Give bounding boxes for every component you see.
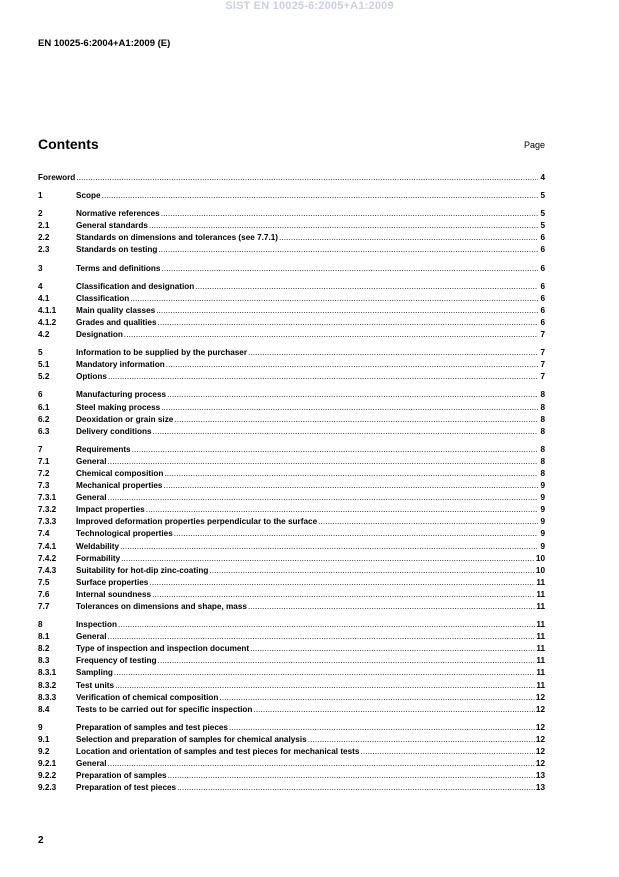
- toc-entry-page: 8: [540, 402, 545, 412]
- toc-entry[interactable]: [38, 172, 545, 184]
- toc-entry-number: 8.3.1: [38, 668, 57, 678]
- toc-entry-number: 8.1: [38, 632, 50, 642]
- toc-entry[interactable]: [38, 232, 545, 244]
- toc-entry-page: 13: [535, 783, 545, 793]
- toc-entry[interactable]: [38, 692, 545, 704]
- toc-entry-number: 6.3: [38, 426, 50, 436]
- toc-entry-title: Surface properties: [76, 577, 149, 587]
- toc-entry-number: 7.4.3: [38, 565, 57, 575]
- toc-entry-page: 11: [536, 620, 545, 630]
- toc-dot-leader: [121, 553, 535, 565]
- toc-entry-title: Location and orientation of samples and test pieces for mechanical tests: [76, 747, 360, 757]
- toc-entry-page: 7: [540, 360, 545, 370]
- toc-entry-page: 8: [540, 414, 545, 424]
- toc-entry-title: Mandatory information: [76, 360, 165, 370]
- toc-entry-page: 7: [540, 330, 545, 340]
- toc-entry-page: 11: [536, 602, 545, 611]
- toc-entry-page: 12: [535, 692, 545, 702]
- toc-dot-leader: [108, 492, 539, 504]
- toc-dot-leader: [153, 426, 538, 438]
- toc-entry[interactable]: [38, 746, 545, 758]
- toc-entry-page: 7: [540, 348, 545, 358]
- toc-entry[interactable]: [38, 504, 545, 516]
- toc-dot-leader: [115, 680, 535, 692]
- toc-entry-page: 9: [540, 481, 545, 491]
- toc-dot-leader: [174, 414, 538, 426]
- toc-dot-leader: [174, 528, 538, 540]
- toc-entry-page: 6: [540, 305, 545, 315]
- toc-entry[interactable]: [38, 389, 545, 401]
- toc-dot-leader: [108, 456, 539, 468]
- toc-entry-title: Preparation of samples: [76, 771, 167, 781]
- toc-entry-title: Mechanical properties: [76, 481, 163, 491]
- toc-entry-number: 9.1: [38, 734, 50, 744]
- toc-entry-number: 6.1: [38, 402, 50, 412]
- toc-entry[interactable]: [38, 722, 545, 734]
- toc-entry-number: 4.1.1: [38, 305, 57, 315]
- page-number: 2: [38, 835, 44, 846]
- toc-entry-number: 5.1: [38, 360, 50, 370]
- toc-entry-page: 5: [540, 221, 545, 231]
- toc-entry-title: Grades and qualities: [76, 317, 157, 327]
- toc-dot-leader: [108, 371, 538, 383]
- toc-entry-title: Weldability: [76, 541, 120, 551]
- toc-entry-number: 7: [38, 444, 43, 454]
- toc-entry[interactable]: [38, 667, 545, 679]
- toc-dot-leader: [360, 746, 534, 758]
- toc-entry-number: 2: [38, 209, 43, 219]
- toc-entry-number: 6: [38, 390, 43, 400]
- toc-entry[interactable]: [38, 680, 545, 692]
- toc-entry[interactable]: [38, 244, 545, 256]
- toc-entry[interactable]: [38, 619, 545, 631]
- toc-entry-title: Verification of chemical composition: [76, 692, 219, 702]
- toc-entry-page: 9: [540, 505, 545, 515]
- toc-entry-number: 7.3.1: [38, 493, 57, 503]
- toc-entry-page: 6: [540, 245, 545, 255]
- toc-entry[interactable]: [38, 492, 545, 504]
- toc-dot-leader: [253, 704, 535, 716]
- toc-entry-number: 2.1: [38, 221, 50, 231]
- toc-entry-number: 7.7: [38, 602, 50, 611]
- toc-entry-title: Internal soundness: [76, 589, 152, 599]
- toc-dot-leader: [164, 468, 538, 480]
- toc-entry-title: Type of inspection and inspection document: [76, 644, 250, 654]
- toc-entry-number: 8.3.2: [38, 680, 57, 690]
- toc-entry-title: Sampling: [76, 668, 113, 678]
- toc-entry-page: 6: [540, 317, 545, 327]
- toc-entry-title: Impact properties: [76, 505, 145, 515]
- toc-entry-title: Frequency of testing: [76, 656, 157, 666]
- toc-entry-title: Information to be supplied by the purchaser: [76, 348, 248, 358]
- toc-entry[interactable]: [38, 516, 545, 528]
- toc-entry[interactable]: [38, 281, 545, 293]
- toc-entry[interactable]: [38, 643, 545, 655]
- toc-entry-title: Tests to be carried out for specific inspection: [76, 704, 253, 714]
- toc-entry-page: 6: [540, 233, 545, 243]
- toc-entry-page: 11: [536, 632, 545, 642]
- toc-entry-page: 11: [536, 680, 545, 690]
- toc-dot-leader: [149, 220, 538, 232]
- toc-entry-page: 9: [540, 541, 545, 551]
- toc-entry-page: 6: [540, 281, 545, 291]
- toc-entry-title: General: [76, 759, 107, 769]
- toc-entry-number: 7.6: [38, 589, 50, 599]
- toc-entry-number: 7.4: [38, 529, 50, 539]
- toc-entry-page: 5: [540, 209, 545, 219]
- toc-entry-number: 7.1: [38, 456, 50, 466]
- toc-entry-title: Steel making process: [76, 402, 161, 412]
- watermark: SIST EN 10025-6:2005+A1:2009: [225, 0, 394, 12]
- toc-dot-leader: [318, 516, 538, 528]
- toc-entry-page: 6: [540, 263, 545, 273]
- toc-dot-leader: [161, 402, 538, 414]
- toc-entry-title: General standards: [76, 221, 148, 231]
- toc-entry-page: 5: [540, 191, 545, 201]
- toc-entry[interactable]: [38, 329, 545, 341]
- toc-entry-page: 8: [540, 426, 545, 436]
- table-of-contents: [38, 172, 545, 794]
- toc-dot-leader: [158, 244, 538, 256]
- toc-dot-leader: [166, 359, 538, 371]
- toc-entry[interactable]: [38, 208, 545, 220]
- toc-entry[interactable]: [38, 704, 545, 716]
- toc-entry-title: Test units: [76, 680, 115, 690]
- toc-entry-page: 8: [540, 444, 545, 454]
- toc-entry-title: Technological properties: [76, 529, 173, 539]
- toc-entry[interactable]: [38, 347, 545, 359]
- toc-entry-page: 12: [535, 722, 545, 732]
- toc-entry[interactable]: [38, 782, 545, 794]
- toc-entry-title: Requirements: [76, 444, 131, 454]
- toc-entry[interactable]: [38, 220, 545, 232]
- toc-entry-title: General: [76, 493, 107, 503]
- toc-entry-title: Preparation of test pieces: [76, 783, 177, 793]
- toc-entry-title: Chemical composition: [76, 468, 164, 478]
- toc-entry-page: 7: [540, 372, 545, 382]
- toc-entry[interactable]: [38, 734, 545, 746]
- toc-dot-leader: [124, 329, 538, 341]
- toc-entry[interactable]: [38, 263, 545, 275]
- toc-dot-leader: [209, 565, 535, 577]
- toc-dot-leader: [308, 734, 535, 746]
- toc-entry-page: 12: [535, 704, 545, 714]
- toc-entry[interactable]: [38, 456, 545, 468]
- toc-entry-number: 1: [38, 191, 43, 201]
- toc-dot-leader: [250, 643, 535, 655]
- toc-entry-page: 9: [540, 493, 545, 503]
- toc-entry-number: 9.2.2: [38, 771, 57, 781]
- toc-entry-number: 9.2.1: [38, 759, 57, 769]
- toc-entry-title: Standards on testing: [76, 245, 158, 255]
- toc-entry-title: General: [76, 632, 107, 642]
- toc-dot-leader: [108, 758, 535, 770]
- toc-entry-number: 7.3.3: [38, 517, 57, 527]
- toc-entry-page: 12: [535, 734, 545, 744]
- toc-entry-number: 3: [38, 263, 43, 273]
- toc-entry-title: Scope: [76, 191, 101, 201]
- toc-entry-page: 4: [540, 173, 545, 182]
- toc-entry-number: 9.2: [38, 747, 50, 757]
- toc-entry[interactable]: [38, 655, 545, 667]
- toc-entry-page: 9: [540, 529, 545, 539]
- toc-entry-number: 7.2: [38, 468, 50, 478]
- toc-entry[interactable]: [38, 541, 545, 553]
- toc-dot-leader: [102, 190, 538, 202]
- toc-entry-number: 4.1: [38, 293, 50, 303]
- toc-entry[interactable]: [38, 601, 545, 613]
- toc-entry[interactable]: [38, 758, 545, 770]
- toc-entry[interactable]: [38, 305, 545, 317]
- toc-entry-title: Suitability for hot-dip zinc-coating: [76, 565, 209, 575]
- toc-entry-title: Foreword: [38, 173, 76, 182]
- document-identifier: EN 10025-6:2004+A1:2009 (E): [38, 38, 171, 49]
- toc-entry-title: Classification and designation: [76, 281, 195, 291]
- toc-dot-leader: [149, 577, 535, 589]
- toc-entry-page: 8: [540, 456, 545, 466]
- toc-entry-number: 8.3: [38, 656, 50, 666]
- toc-entry[interactable]: [38, 371, 545, 383]
- toc-dot-leader: [161, 208, 538, 220]
- toc-dot-leader: [279, 232, 538, 244]
- toc-entry-page: 11: [536, 577, 545, 587]
- toc-entry-page: 11: [536, 668, 545, 678]
- page-column-header: Page: [523, 140, 545, 150]
- toc-entry-number: 4.2: [38, 330, 50, 340]
- toc-entry[interactable]: [38, 444, 545, 456]
- toc-entry-page: 11: [536, 656, 545, 666]
- toc-entry-title: Formability: [76, 553, 121, 563]
- toc-entry-page: 8: [540, 468, 545, 478]
- toc-entry-number: 7.5: [38, 577, 50, 587]
- toc-entry-number: 8.3.3: [38, 692, 57, 702]
- toc-entry-page: 11: [536, 644, 545, 654]
- toc-entry-page: 13: [535, 771, 545, 781]
- toc-entry-number: 7.4.2: [38, 553, 57, 563]
- toc-entry[interactable]: [38, 426, 545, 438]
- toc-dot-leader: [146, 504, 538, 516]
- toc-dot-leader: [248, 601, 535, 613]
- toc-entry-page: 8: [540, 390, 545, 400]
- toc-dot-leader: [76, 172, 538, 184]
- toc-entry-number: 7.4.1: [38, 541, 57, 551]
- toc-dot-leader: [163, 480, 538, 492]
- toc-dot-leader: [168, 770, 535, 782]
- toc-entry-number: 9: [38, 722, 43, 732]
- toc-entry-number: 2.2: [38, 233, 50, 243]
- toc-entry-title: Standards on dimensions and tolerances (see 7.7.1): [76, 233, 279, 243]
- toc-dot-leader: [167, 389, 538, 401]
- toc-entry[interactable]: [38, 577, 545, 589]
- toc-entry-title: Selection and preparation of samples for chemical analysis: [76, 734, 307, 744]
- toc-entry-title: Options: [76, 372, 107, 382]
- toc-entry[interactable]: [38, 190, 545, 202]
- toc-entry[interactable]: [38, 402, 545, 414]
- toc-entry[interactable]: [38, 528, 545, 540]
- toc-entry-number: 8: [38, 620, 43, 630]
- toc-entry-page: 12: [535, 747, 545, 757]
- toc-entry-page: 11: [536, 589, 545, 599]
- toc-dot-leader: [177, 782, 535, 794]
- toc-entry-page: 9: [540, 517, 545, 527]
- toc-entry-number: 9.2.3: [38, 783, 57, 793]
- toc-entry[interactable]: [38, 631, 545, 643]
- toc-entry[interactable]: [38, 770, 545, 782]
- toc-entry-title: Normative references: [76, 209, 160, 219]
- toc-entry-title: Terms and definitions: [76, 263, 161, 273]
- toc-dot-leader: [158, 317, 538, 329]
- toc-dot-leader: [130, 293, 538, 305]
- toc-entry-number: 8.4: [38, 704, 50, 714]
- toc-entry-page: 10: [535, 553, 545, 563]
- toc-entry-number: 2.3: [38, 245, 50, 255]
- toc-entry-title: Classification: [76, 293, 130, 303]
- toc-dot-leader: [248, 347, 538, 359]
- toc-entry[interactable]: [38, 553, 545, 565]
- toc-entry[interactable]: [38, 480, 545, 492]
- toc-dot-leader: [156, 305, 538, 317]
- toc-entry-number: 4: [38, 281, 43, 291]
- toc-entry-number: 8.2: [38, 644, 50, 654]
- toc-entry[interactable]: [38, 589, 545, 601]
- toc-entry-title: General: [76, 456, 107, 466]
- toc-dot-leader: [108, 631, 536, 643]
- toc-entry-title: Designation: [76, 330, 123, 340]
- toc-entry-number: 5: [38, 348, 43, 358]
- toc-entry-number: 6.2: [38, 414, 50, 424]
- toc-entry[interactable]: [38, 468, 545, 480]
- toc-dot-leader: [118, 619, 535, 631]
- toc-entry-number: 4.1.2: [38, 317, 57, 327]
- toc-dot-leader: [161, 263, 538, 275]
- toc-entry-title: Delivery conditions: [76, 426, 152, 436]
- toc-dot-leader: [195, 281, 538, 293]
- toc-entry-title: Main quality classes: [76, 305, 156, 315]
- toc-entry-title: Manufacturing process: [76, 390, 167, 400]
- toc-entry-title: Deoxidation or grain size: [76, 414, 174, 424]
- toc-entry-page: 6: [540, 293, 545, 303]
- toc-dot-leader: [229, 722, 535, 734]
- toc-entry-page: 12: [535, 759, 545, 769]
- toc-dot-leader: [132, 444, 538, 456]
- contents-heading: Contents: [38, 136, 99, 152]
- toc-entry-number: 7.3: [38, 481, 50, 491]
- toc-dot-leader: [152, 589, 535, 601]
- toc-entry-title: Inspection: [76, 620, 117, 630]
- toc-entry-title: Improved deformation properties perpendicular to the surface: [76, 517, 318, 527]
- toc-entry-number: 7.3.2: [38, 505, 57, 515]
- toc-entry-number: 5.2: [38, 372, 50, 382]
- toc-dot-leader: [219, 692, 534, 704]
- toc-dot-leader: [120, 541, 538, 553]
- toc-entry[interactable]: [38, 359, 545, 371]
- toc-entry-title: Preparation of samples and test pieces: [76, 722, 228, 732]
- toc-dot-leader: [158, 655, 536, 667]
- toc-dot-leader: [114, 667, 535, 679]
- toc-entry[interactable]: [38, 565, 545, 577]
- toc-entry[interactable]: [38, 414, 545, 426]
- toc-entry[interactable]: [38, 317, 545, 329]
- toc-entry[interactable]: [38, 293, 545, 305]
- toc-entry-title: Tolerances on dimensions and shape, mass: [76, 602, 247, 611]
- toc-entry-page: 10: [535, 565, 545, 575]
